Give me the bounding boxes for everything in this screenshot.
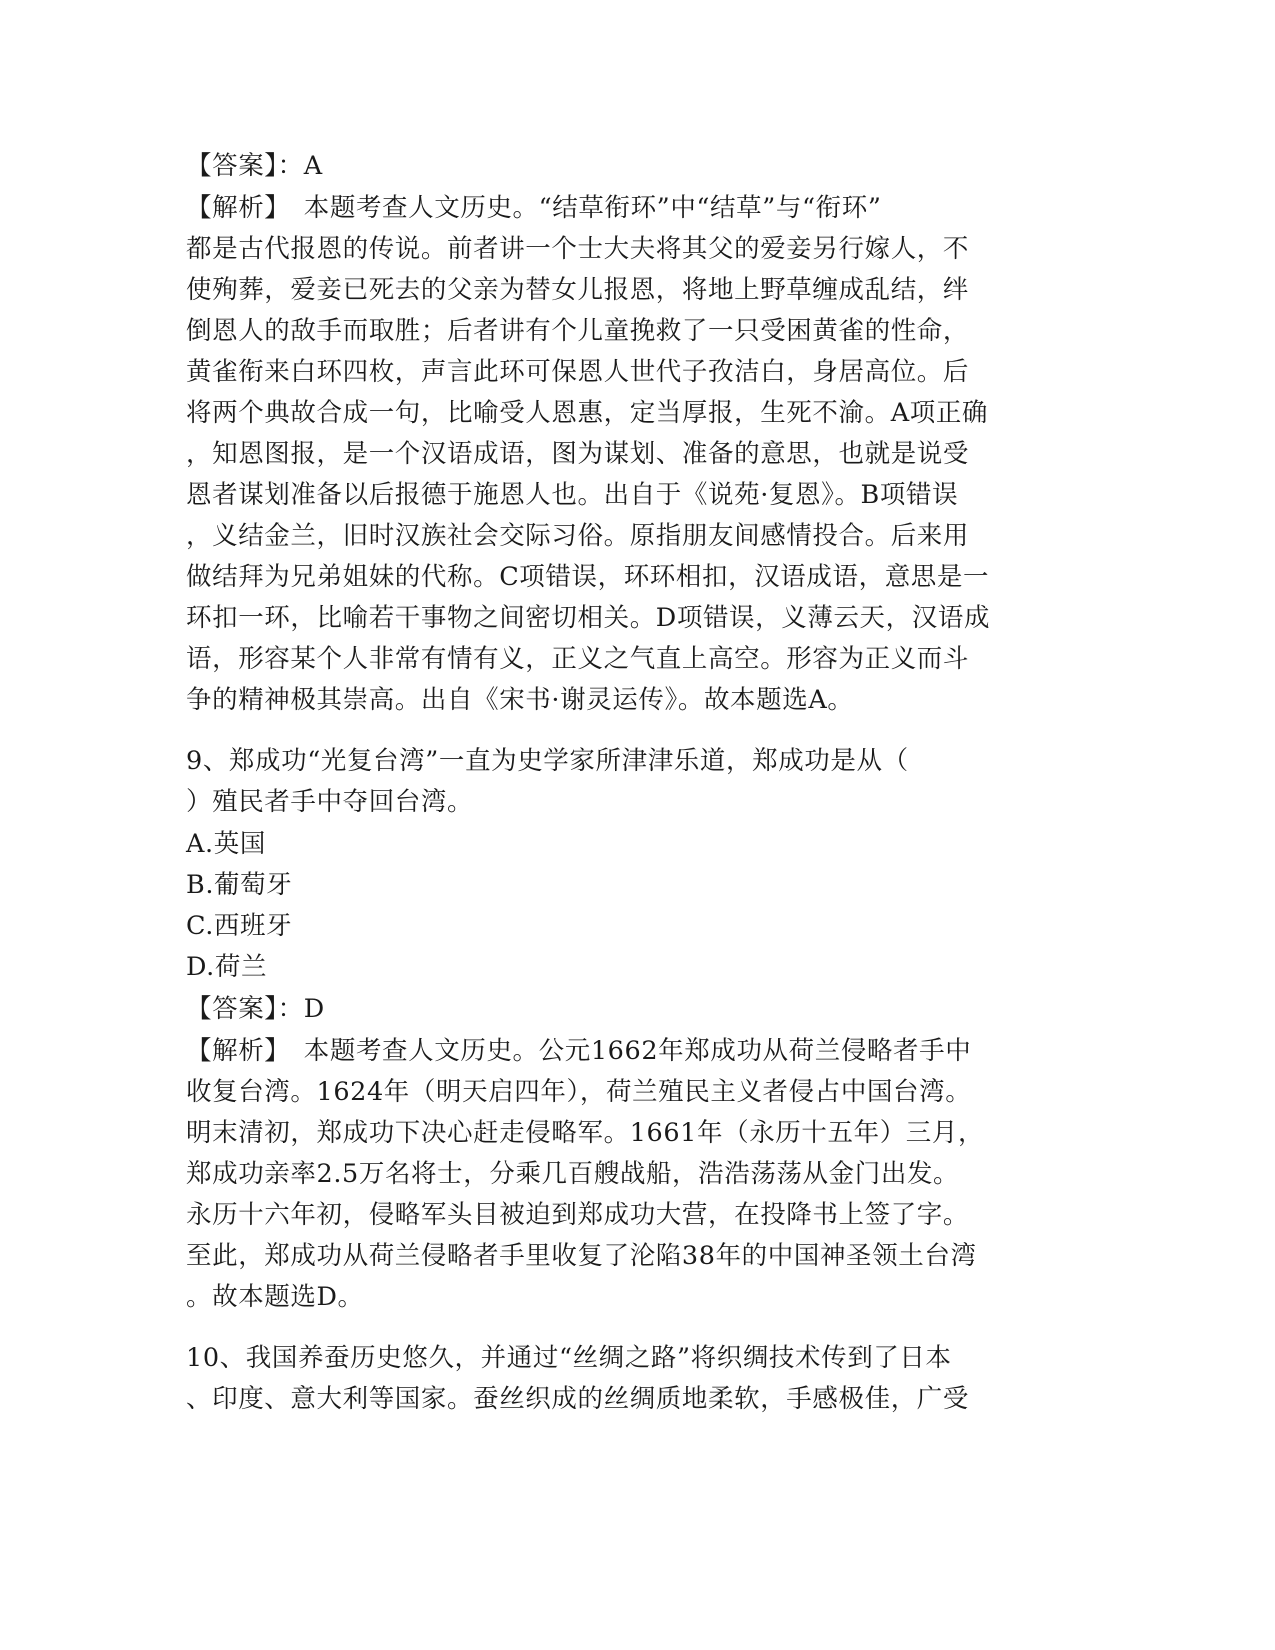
analysis-line-q8: 【解析】 本题考查人文历史。“结草衔环”中“结草”与“衔环” xyxy=(186,193,882,223)
analysis-line-q9: 【解析】 本题考查人文历史。公元1662年郑成功从荷兰侵略者手中 xyxy=(186,1036,972,1066)
analysis-line-q8: 都是古代报恩的传说。前者讲一个士大夫将其父的爱妾另行嫁人，不 xyxy=(186,234,970,264)
analysis-line-q8: 语，形容某个人非常有情有义，正义之气直上高空。形容为正义而斗 xyxy=(186,644,970,674)
analysis-line-q8: 黄雀衔来白环四枚，声言此环可保恩人世代子孜洁白，身居高位。后 xyxy=(186,357,970,387)
option-a: A.英国 xyxy=(186,829,266,859)
question-10-text: 10、我国养蚕历史悠久，并通过“丝绸之路”将织绸技术传到了日本 xyxy=(186,1343,952,1373)
analysis-line-q9: 永历十六年初，侵略军头目被迫到郑成功大营，在投降书上签了字。 xyxy=(186,1200,970,1230)
analysis-line-q9: 至此，郑成功从荷兰侵略者手里收复了沦陷38年的中国神圣领土台湾 xyxy=(186,1241,977,1271)
option-b: B.葡萄牙 xyxy=(186,870,293,900)
option-d: D.荷兰 xyxy=(186,952,268,982)
question-9-text: ）殖民者手中夺回台湾。 xyxy=(186,787,474,817)
analysis-line-q8: 使殉葬，爱妾已死去的父亲为替女儿报恩，将地上野草缠成乱结，绊 xyxy=(186,275,970,305)
analysis-line-q9: 收复台湾。1624年（明天启四年），荷兰殖民主义者侵占中国台湾。 xyxy=(186,1077,972,1107)
question-9-text: 9、郑成功“光复台湾”一直为史学家所津津乐道，郑成功是从（ xyxy=(186,746,909,776)
analysis-line-q8: 将两个典故合成一句，比喻受人恩惠，定当厚报，生死不渝。A项正确 xyxy=(186,398,989,428)
analysis-line-q9: 明末清初，郑成功下决心赶走侵略军。1661年（永历十五年）三月， xyxy=(186,1118,985,1148)
answer-label-q8: 【答案】：A xyxy=(186,151,323,181)
analysis-line-q9: 。故本题选D。 xyxy=(186,1282,364,1312)
analysis-line-q8: 争的精神极其崇高。出自《宋书·谢灵运传》。故本题选A。 xyxy=(186,685,854,715)
analysis-line-q8: 做结拜为兄弟姐妹的代称。C项错误，环环相扣，汉语成语，意思是一 xyxy=(186,562,990,592)
option-c: C.西班牙 xyxy=(186,911,293,941)
analysis-line-q8: ，义结金兰，旧时汉族社会交际习俗。原指朋友间感情投合。后来用 xyxy=(186,521,970,551)
question-10-text: 、印度、意大利等国家。蚕丝织成的丝绸质地柔软，手感极佳，广受 xyxy=(186,1384,970,1414)
analysis-line-q8: ，知恩图报，是一个汉语成语，图为谋划、准备的意思，也就是说受 xyxy=(186,439,970,469)
analysis-line-q9: 郑成功亲率2.5万名将士，分乘几百艘战船，浩浩荡荡从金门出发。 xyxy=(186,1159,960,1189)
analysis-line-q8: 恩者谋划准备以后报德于施恩人也。出自于《说苑·复恩》。B项错误 xyxy=(186,480,959,510)
analysis-line-q8: 环扣一环，比喻若干事物之间密切相关。D项错误，义薄云天，汉语成 xyxy=(186,603,991,633)
answer-label-q9: 【答案】：D xyxy=(186,994,325,1024)
analysis-line-q8: 倒恩人的敌手而取胜；后者讲有个儿童挽救了一只受困黄雀的性命， xyxy=(186,316,970,346)
